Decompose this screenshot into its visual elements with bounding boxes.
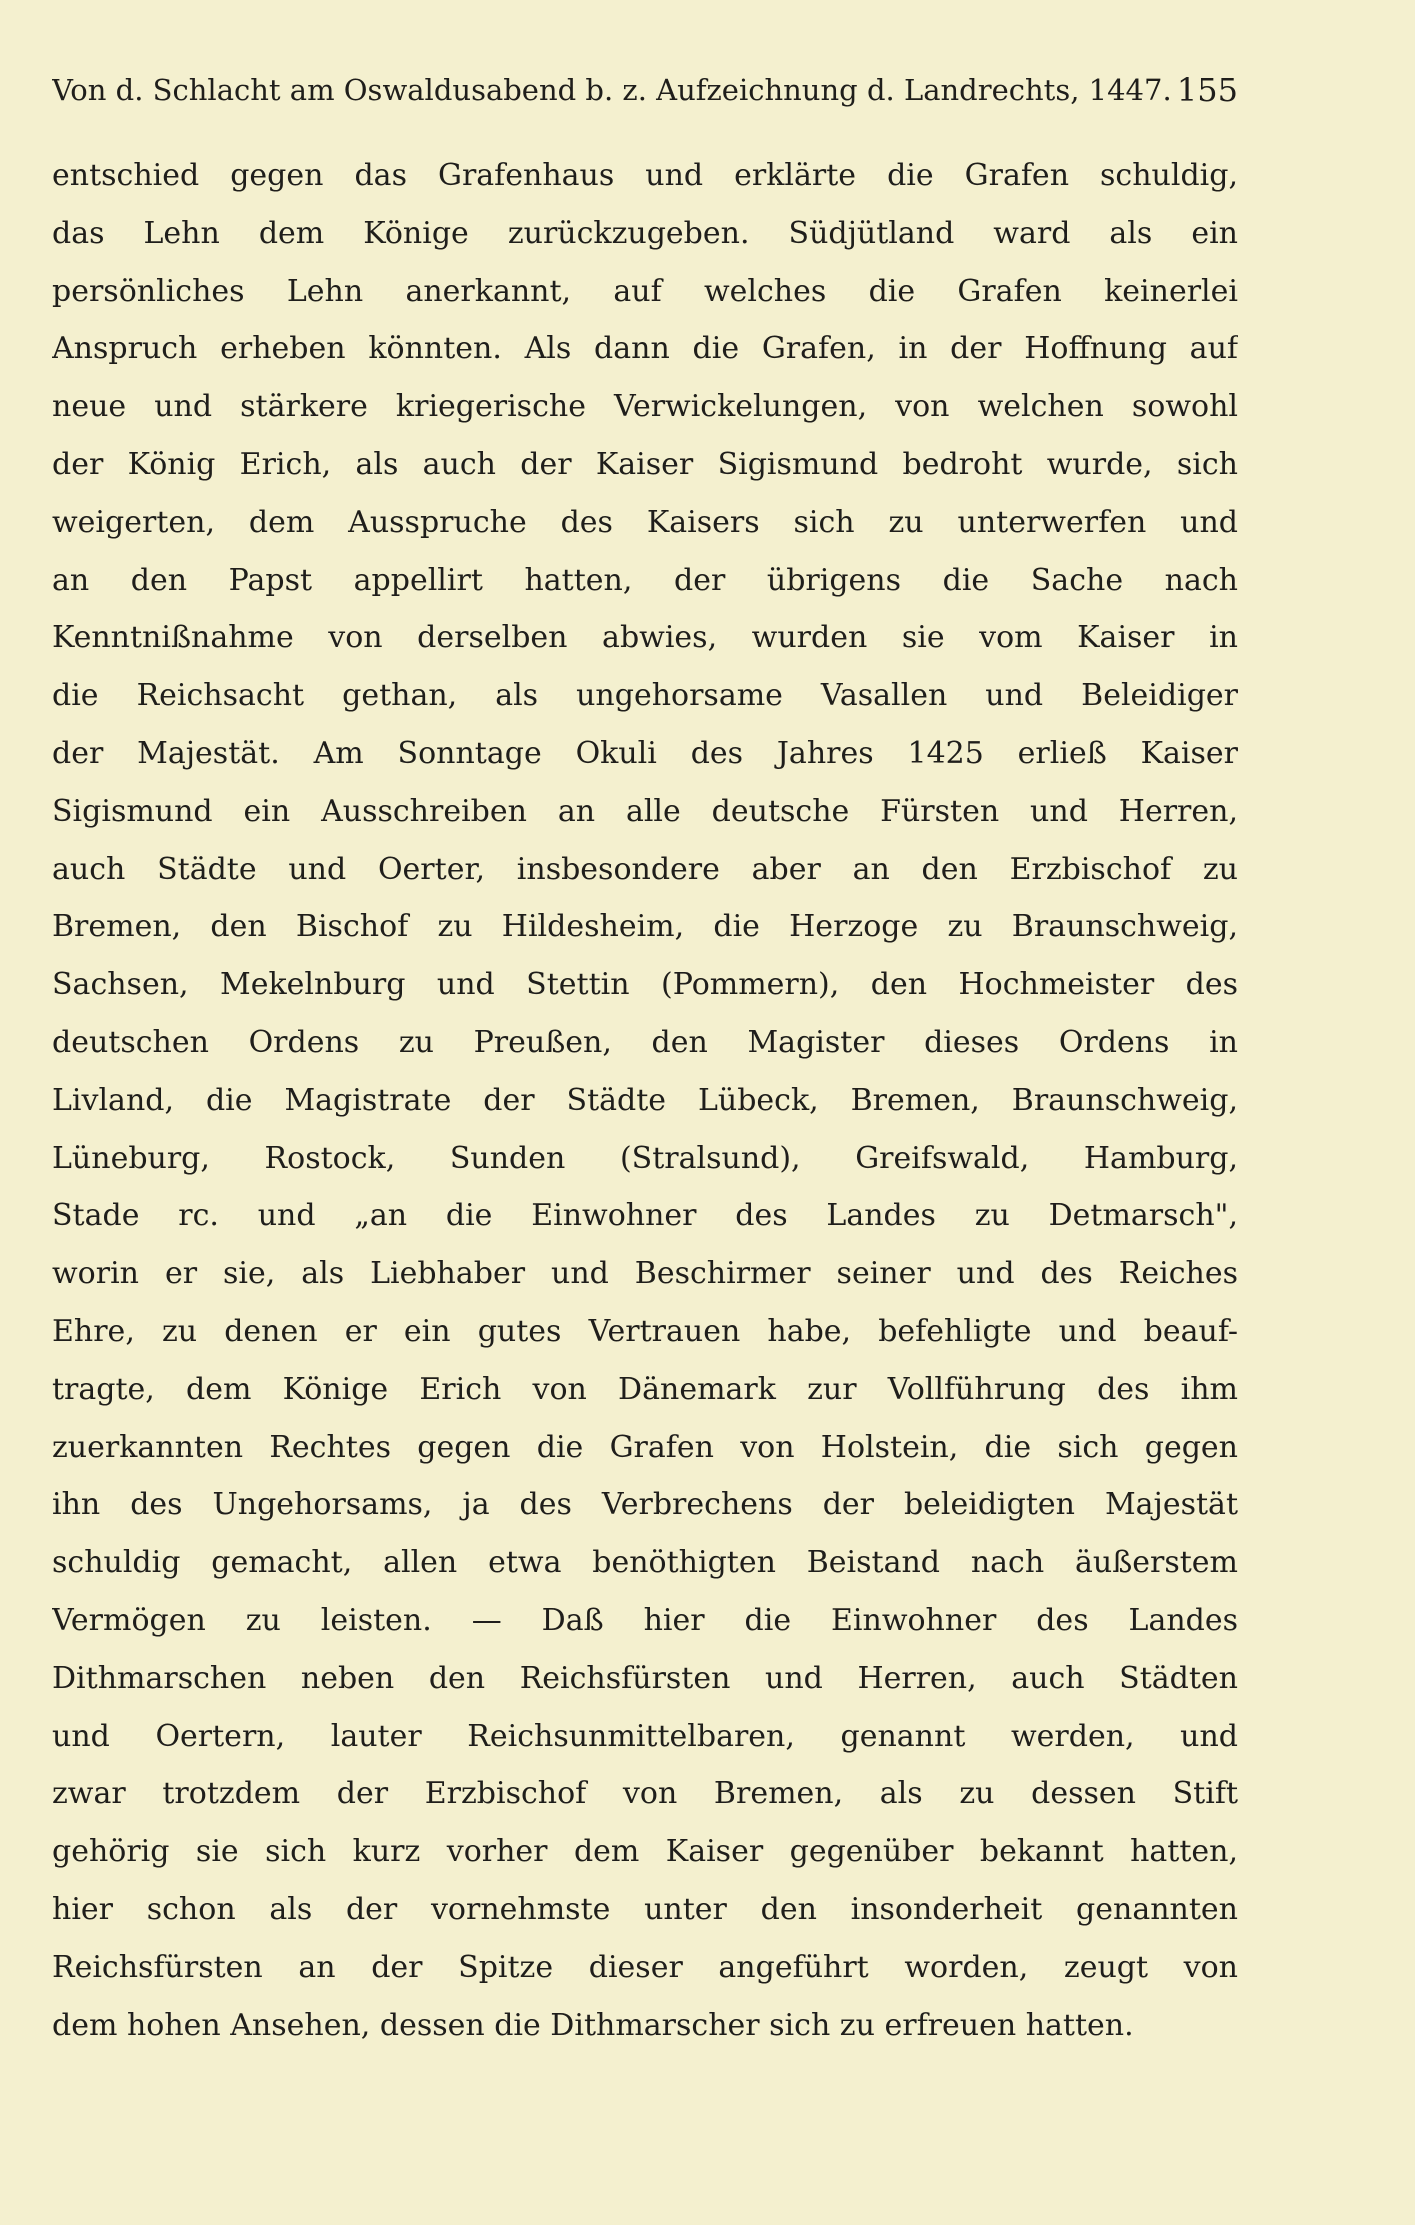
text-line: dem hohen Ansehen, dessen die Dithmarscher sich zu erfreuen hatten. <box>52 2007 1134 2043</box>
body-text <box>52 147 1238 2054</box>
text-line: neue und stärkere kriegerische Verwickelungen, von welchen sowohl <box>52 389 1238 425</box>
text-line: zwar trotzdem der Erzbischof von Bremen, als zu dessen Stift <box>52 1776 1238 1812</box>
text-line: an den Papst appellirt hatten, der übrigens die Sache nach <box>52 562 1238 598</box>
text-line: ihn des Ungehorsams, ja des Verbrechens der beleidigten Majestät <box>52 1487 1238 1523</box>
text-line: Ehre, zu denen er ein gutes Vertrauen habe, befehligte und beauf- <box>52 1313 1238 1349</box>
text-line: schuldig gemacht, allen etwa benöthigten Beistand nach äußerstem <box>52 1545 1238 1581</box>
text-line: und Oertern, lauter Reichsunmittelbaren, genannt werden, und <box>52 1718 1238 1754</box>
text-line: weigerten, dem Ausspruche des Kaisers sich zu unterwerfen und <box>52 504 1238 540</box>
text-line: das Lehn dem Könige zurückzugeben. Südjütland ward als ein <box>52 215 1238 251</box>
text-line: Lüneburg, Rostock, Sunden (Stralsund), Greifswald, Hamburg, <box>52 1140 1238 1176</box>
text-line: Reichsfürsten an der Spitze dieser angeführt worden, zeugt von <box>52 1949 1238 1985</box>
text-line: Sachsen, Mekelnburg und Stettin (Pommern), den Hochmeister des <box>52 967 1238 1003</box>
text-line: Bremen, den Bischof zu Hildesheim, die Herzoge zu Braunschweig, <box>52 909 1238 945</box>
text-line: persönliches Lehn anerkannt, auf welches die Grafen keinerlei <box>52 273 1238 309</box>
text-line: auch Städte und Oerter, insbesondere aber an den Erzbischof zu <box>52 851 1238 887</box>
running-header <box>52 62 1238 118</box>
text-line: tragte, dem Könige Erich von Dänemark zur Vollführung des ihm <box>52 1371 1238 1407</box>
text-line: Sigismund ein Ausschreiben an alle deutsche Fürsten und Herren, <box>52 793 1238 829</box>
text-line: hier schon als der vornehmste unter den insonderheit genannten <box>52 1891 1238 1927</box>
text-line: entschied gegen das Grafenhaus und erklärte die Grafen schuldig, <box>52 158 1238 193</box>
text-line: Anspruch erheben könnten. Als dann die Grafen, in der Hoffnung auf <box>52 331 1238 367</box>
text-line: Livland, die Magistrate der Städte Lübeck, Bremen, Braunschweig, <box>52 1082 1238 1118</box>
text-line: der König Erich, als auch der Kaiser Sigismund bedroht wurde, sich <box>52 446 1238 482</box>
page-number: 155 <box>1176 71 1238 109</box>
text-line: die Reichsacht gethan, als ungehorsame Vasallen und Beleidiger <box>52 678 1238 714</box>
text-line: Kenntnißnahme von derselben abwies, wurden sie vom Kaiser in <box>52 620 1238 656</box>
text-line: deutschen Ordens zu Preußen, den Magister dieses Ordens in <box>52 1024 1238 1060</box>
text-line: worin er sie, als Liebhaber und Beschirmer seiner und des Reiches <box>52 1256 1238 1292</box>
text-line: zuerkannten Rechtes gegen die Grafen von Holstein, die sich gegen <box>52 1429 1238 1465</box>
text-line: gehörig sie sich kurz vorher dem Kaiser gegenüber bekannt hatten, <box>52 1834 1238 1870</box>
header-title: Von d. Schlacht am Oswaldusabend b. z. Aufzeichnung d. Landrechts, 1447. <box>52 73 1172 107</box>
text-line: der Majestät. Am Sonntage Okuli des Jahres 1425 erließ Kaiser <box>52 735 1238 771</box>
text-line: Dithmarschen neben den Reichsfürsten und Herren, auch Städten <box>52 1660 1238 1696</box>
text-line: Stade rc. und „an die Einwohner des Landes zu Detmarsch", <box>52 1198 1238 1234</box>
text-line: Vermögen zu leisten. — Daß hier die Einwohner des Landes <box>52 1602 1238 1638</box>
